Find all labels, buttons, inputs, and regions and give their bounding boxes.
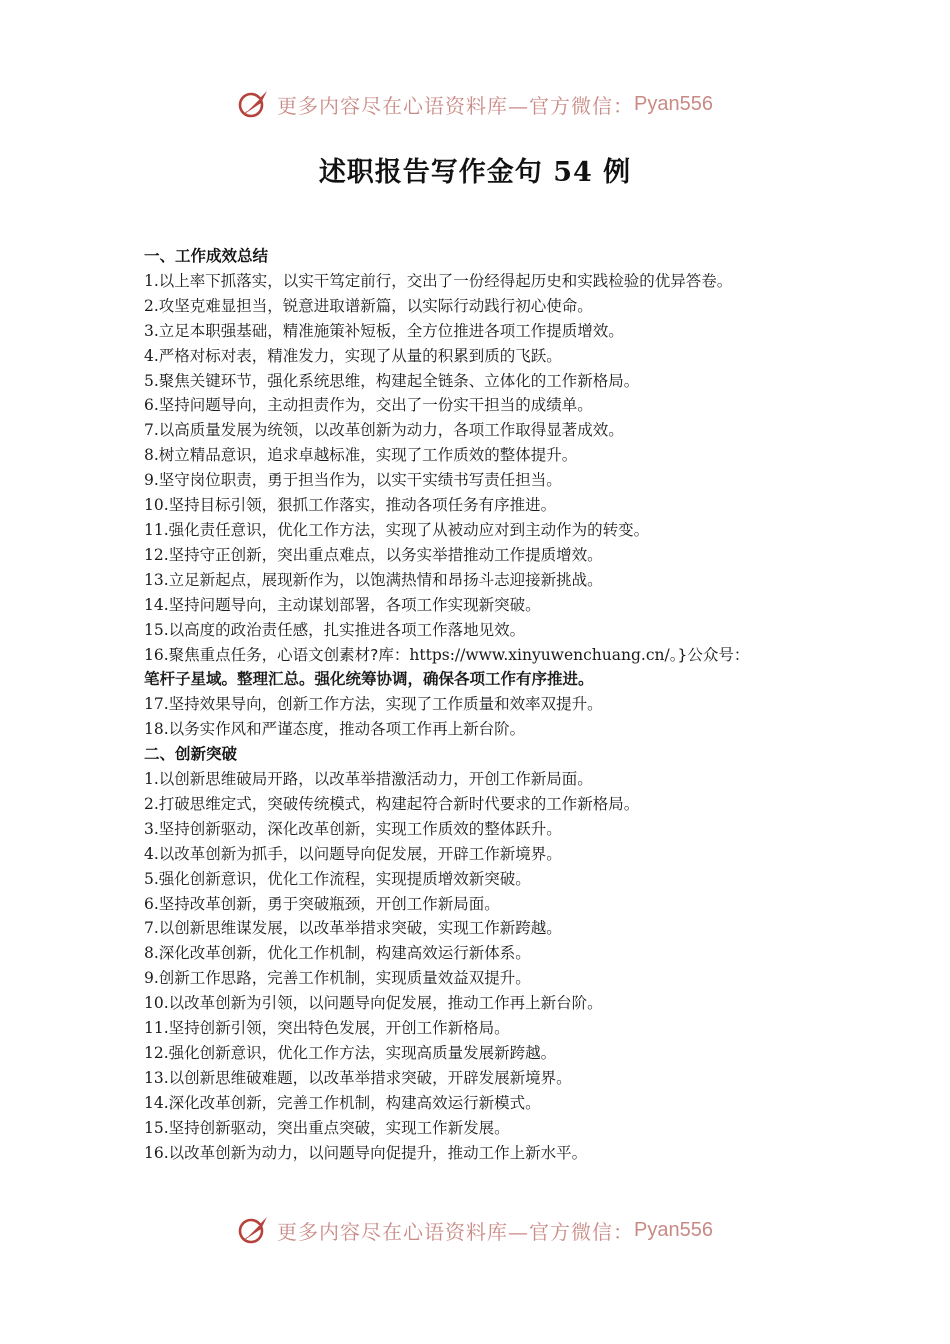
list-item: 11.强化责任意识，优化工作方法，实现了从被动应对到主动作为的转变。 — [144, 520, 650, 539]
list-item: 2.攻坚克难显担当，锐意进取谱新篇，以实际行动践行初心使命。 — [144, 296, 593, 315]
list-item: 2.打破思维定式，突破传统模式，构建起符合新时代要求的工作新格局。 — [144, 794, 640, 813]
list-item: 8.深化改革创新，优化工作机制，构建高效运行新体系。 — [144, 944, 531, 963]
document-title: 述职报告写作金句 54 例 — [318, 157, 632, 188]
list-item: 15.以高度的政治责任感，扎实推进各项工作落地见效。 — [144, 620, 526, 639]
list-item: 1.以创新思维破局开路，以改革举措激活动力，开创工作新局面。 — [144, 770, 593, 789]
watermark-suffix: 。}公众号： — [669, 645, 750, 664]
list-item: 9.创新工作思路，完善工作机制，实现质量效益双提升。 — [144, 969, 531, 988]
footer-banner — [0, 1210, 950, 1250]
banner-wechat-id: Pyan556 — [634, 92, 713, 115]
banner-text: 更多内容尽在心语资料库—官方微信： — [277, 1219, 635, 1244]
list-item: 6.坚持改革创新，勇于突破瓶颈，开创工作新局面。 — [144, 894, 500, 913]
list-item: 6.坚持问题导向，主动担责作为，交出了一份实干担当的成绩单。 — [144, 396, 593, 415]
section-list — [144, 269, 812, 742]
list-item: 8.树立精品意识，追求卓越标准，实现了工作质效的整体提升。 — [144, 446, 578, 465]
list-item: 4.严格对标对表，精准发力，实现了从量的积累到质的飞跃。 — [144, 346, 562, 365]
section-list — [144, 767, 812, 1166]
list-item: 12.强化创新意识，优化工作方法，实现高质量发展新跨越。 — [144, 1044, 557, 1062]
watermark-continuation: 笔杆子星域。整理汇总。强化统筹协调，确保各项工作有序推进。 — [144, 670, 594, 689]
list-item: 14.深化改革创新，完善工作机制，构建高效运行新模式。 — [144, 1093, 541, 1112]
quill-logo-icon — [237, 87, 271, 121]
list-item: 15.坚持创新驱动，突出重点突破，实现工作新发展。 — [144, 1118, 510, 1137]
section-heading: 一、工作成效总结 — [144, 247, 269, 265]
list-item: 1.以上率下抓落实，以实干笃定前行，交出了一份经得起历史和实践检验的优异答卷。 — [144, 271, 733, 290]
list-item: 18.以务实作风和严谨态度，推动各项工作再上新台阶。 — [144, 720, 526, 739]
list-item: 14.坚持问题导向，主动谋划部署，各项工作实现新突破。 — [144, 595, 541, 614]
banner-text: 更多内容尽在心语资料库—官方微信： — [277, 93, 635, 118]
list-item: 7.以高质量发展为统领，以改革创新为动力，各项工作取得显著成效。 — [144, 421, 624, 440]
list-item: 9.坚守岗位职责，勇于担当作为，以实干实绩书写责任担当。 — [144, 471, 562, 490]
list-item: 16.以改革创新为动力，以问题导向促提升，推动工作上新水平。 — [144, 1143, 588, 1162]
list-item: 5.聚焦关键环节，强化系统思维，构建起全链条、立体化的工作新格局。 — [144, 371, 640, 390]
banner-wechat-id: Pyan556 — [634, 1218, 713, 1241]
section-heading: 二、创新突破 — [144, 745, 238, 764]
list-item: 12.坚持守正创新，突出重点难点，以务实举措推动工作提质增效。 — [144, 545, 603, 564]
list-item: 10.坚持目标引领，狠抓工作落实，推动各项任务有序推进。 — [144, 496, 557, 515]
list-item: 4.以改革创新为抓手，以问题导向促发展，开辟工作新境界。 — [144, 844, 562, 863]
document-body — [144, 244, 812, 1166]
quill-logo-icon — [237, 1213, 271, 1247]
list-item: 17.坚持效果导向，创新工作方法，实现了工作质量和效率双提升。 — [144, 695, 603, 714]
list-item: 13.立足新起点，展现新作为，以饱满热情和昂扬斗志迎接新挑战。 — [144, 570, 603, 589]
item-number: 16. — [144, 645, 169, 664]
list-item: 5.强化创新意识，优化工作流程，实现提质增效新突破。 — [144, 869, 531, 888]
list-item: 13.以创新思维破难题，以改革举措求突破，开辟发展新境界。 — [144, 1068, 572, 1087]
list-item: 10.以改革创新为引领，以问题导向促发展，推动工作再上新台阶。 — [144, 994, 603, 1013]
watermark-text: 聚焦重点任务，心语文创素材?库： — [168, 645, 410, 664]
header-banner — [0, 84, 950, 124]
list-item: 3.立足本职强基础，精准施策补短板，全方位推进各项工作提质增效。 — [144, 321, 624, 340]
list-item: 3.坚持创新驱动，深化改革创新，实现工作质效的整体跃升。 — [144, 819, 562, 838]
list-item: 7.以创新思维谋发展，以改革举措求突破，实现工作新跨越。 — [144, 919, 562, 938]
list-item-watermark — [144, 643, 812, 668]
watermark-url: https://www.xinyuwenchuang.cn/ — [409, 645, 670, 664]
list-item: 11.坚持创新引领，突出特色发展，开创工作新格局。 — [144, 1019, 510, 1038]
